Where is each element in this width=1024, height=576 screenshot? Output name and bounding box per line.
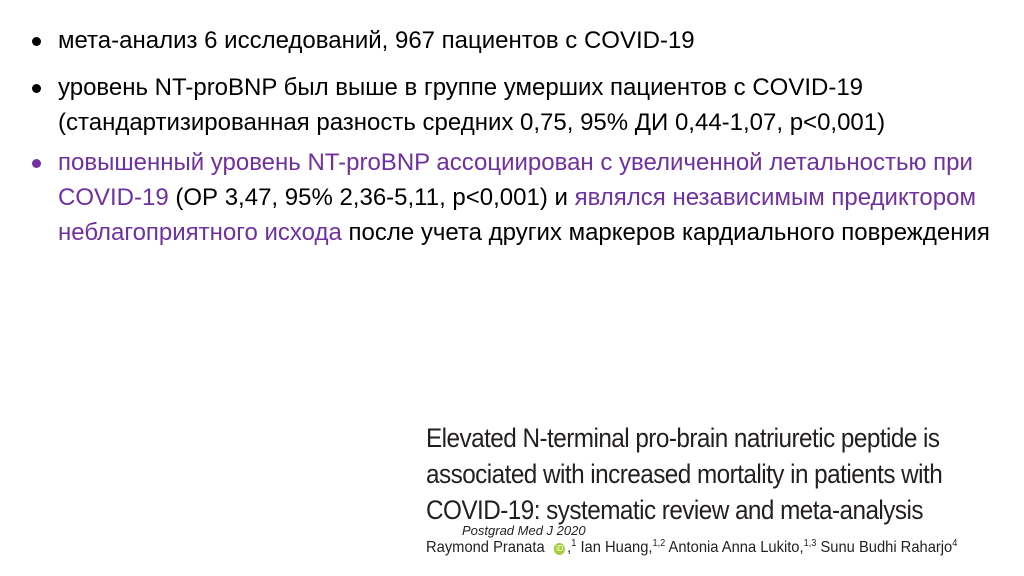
author-list: Raymond Pranata iD ,$^1$ Ian Huang,$^{1,2}$ Antonia Anna Lukito,$^{1,3}$ Sunu Budhi Raharjo$^4$ xyxy=(426,538,958,556)
bullet-text xyxy=(58,145,1018,250)
bullet-text xyxy=(58,70,1018,140)
journal-reference: Postgrad Med J 2020 xyxy=(462,523,586,538)
bullet-dot-icon xyxy=(32,37,41,46)
author-affiliation: 1,2 xyxy=(652,538,666,549)
paper-title-line: Elevated N-terminal pro-brain natriuretic peptide is xyxy=(426,423,940,453)
author-name: Raymond Pranata xyxy=(426,539,545,556)
bullet-text-line: уровень NT-proBNP был выше в группе умерших пациентов с COVID-19 xyxy=(58,74,864,101)
paper-title-line: COVID-19: systematic review and meta-analysis xyxy=(426,495,923,525)
author-affiliation: 4 xyxy=(952,538,958,549)
bullet-text: мета-анализ 6 исследований, 967 пациентов с COVID-19 xyxy=(58,27,695,54)
orcid-icon[interactable]: iD xyxy=(554,543,565,555)
bullet-text-line: (стандартизированная разность средних 0,75, 95% ДИ 0,44-1,07, p<0,001) xyxy=(58,109,886,136)
author-name: Sunu Budhi Raharjo xyxy=(820,539,953,556)
bullet-dot-icon xyxy=(32,159,41,168)
author-name: Antonia Anna Lukito, xyxy=(668,539,804,556)
highlight-text: повышенный уровень NT-proBNP ассоциирован с увеличенной летальностью при COVID-19 xyxy=(58,149,973,211)
author-affiliation: 1,3 xyxy=(803,538,817,549)
author-affiliation: 1 xyxy=(571,538,577,549)
plain-text: после учета других маркеров кардиального повреждения xyxy=(341,219,990,246)
paper-title xyxy=(426,420,1011,528)
paper-citation xyxy=(426,420,1016,556)
author-name: Ian Huang, xyxy=(580,539,653,556)
paper-title-line: associated with increased mortality in patients with xyxy=(426,459,943,489)
plain-text: (ОР 3,47, 95% 2,36-5,11, p<0,001) и xyxy=(168,184,575,211)
highlight-text: являлся независимым предиктором неблагоприятного исхода xyxy=(58,184,976,246)
bullet-dot-icon xyxy=(32,84,41,93)
